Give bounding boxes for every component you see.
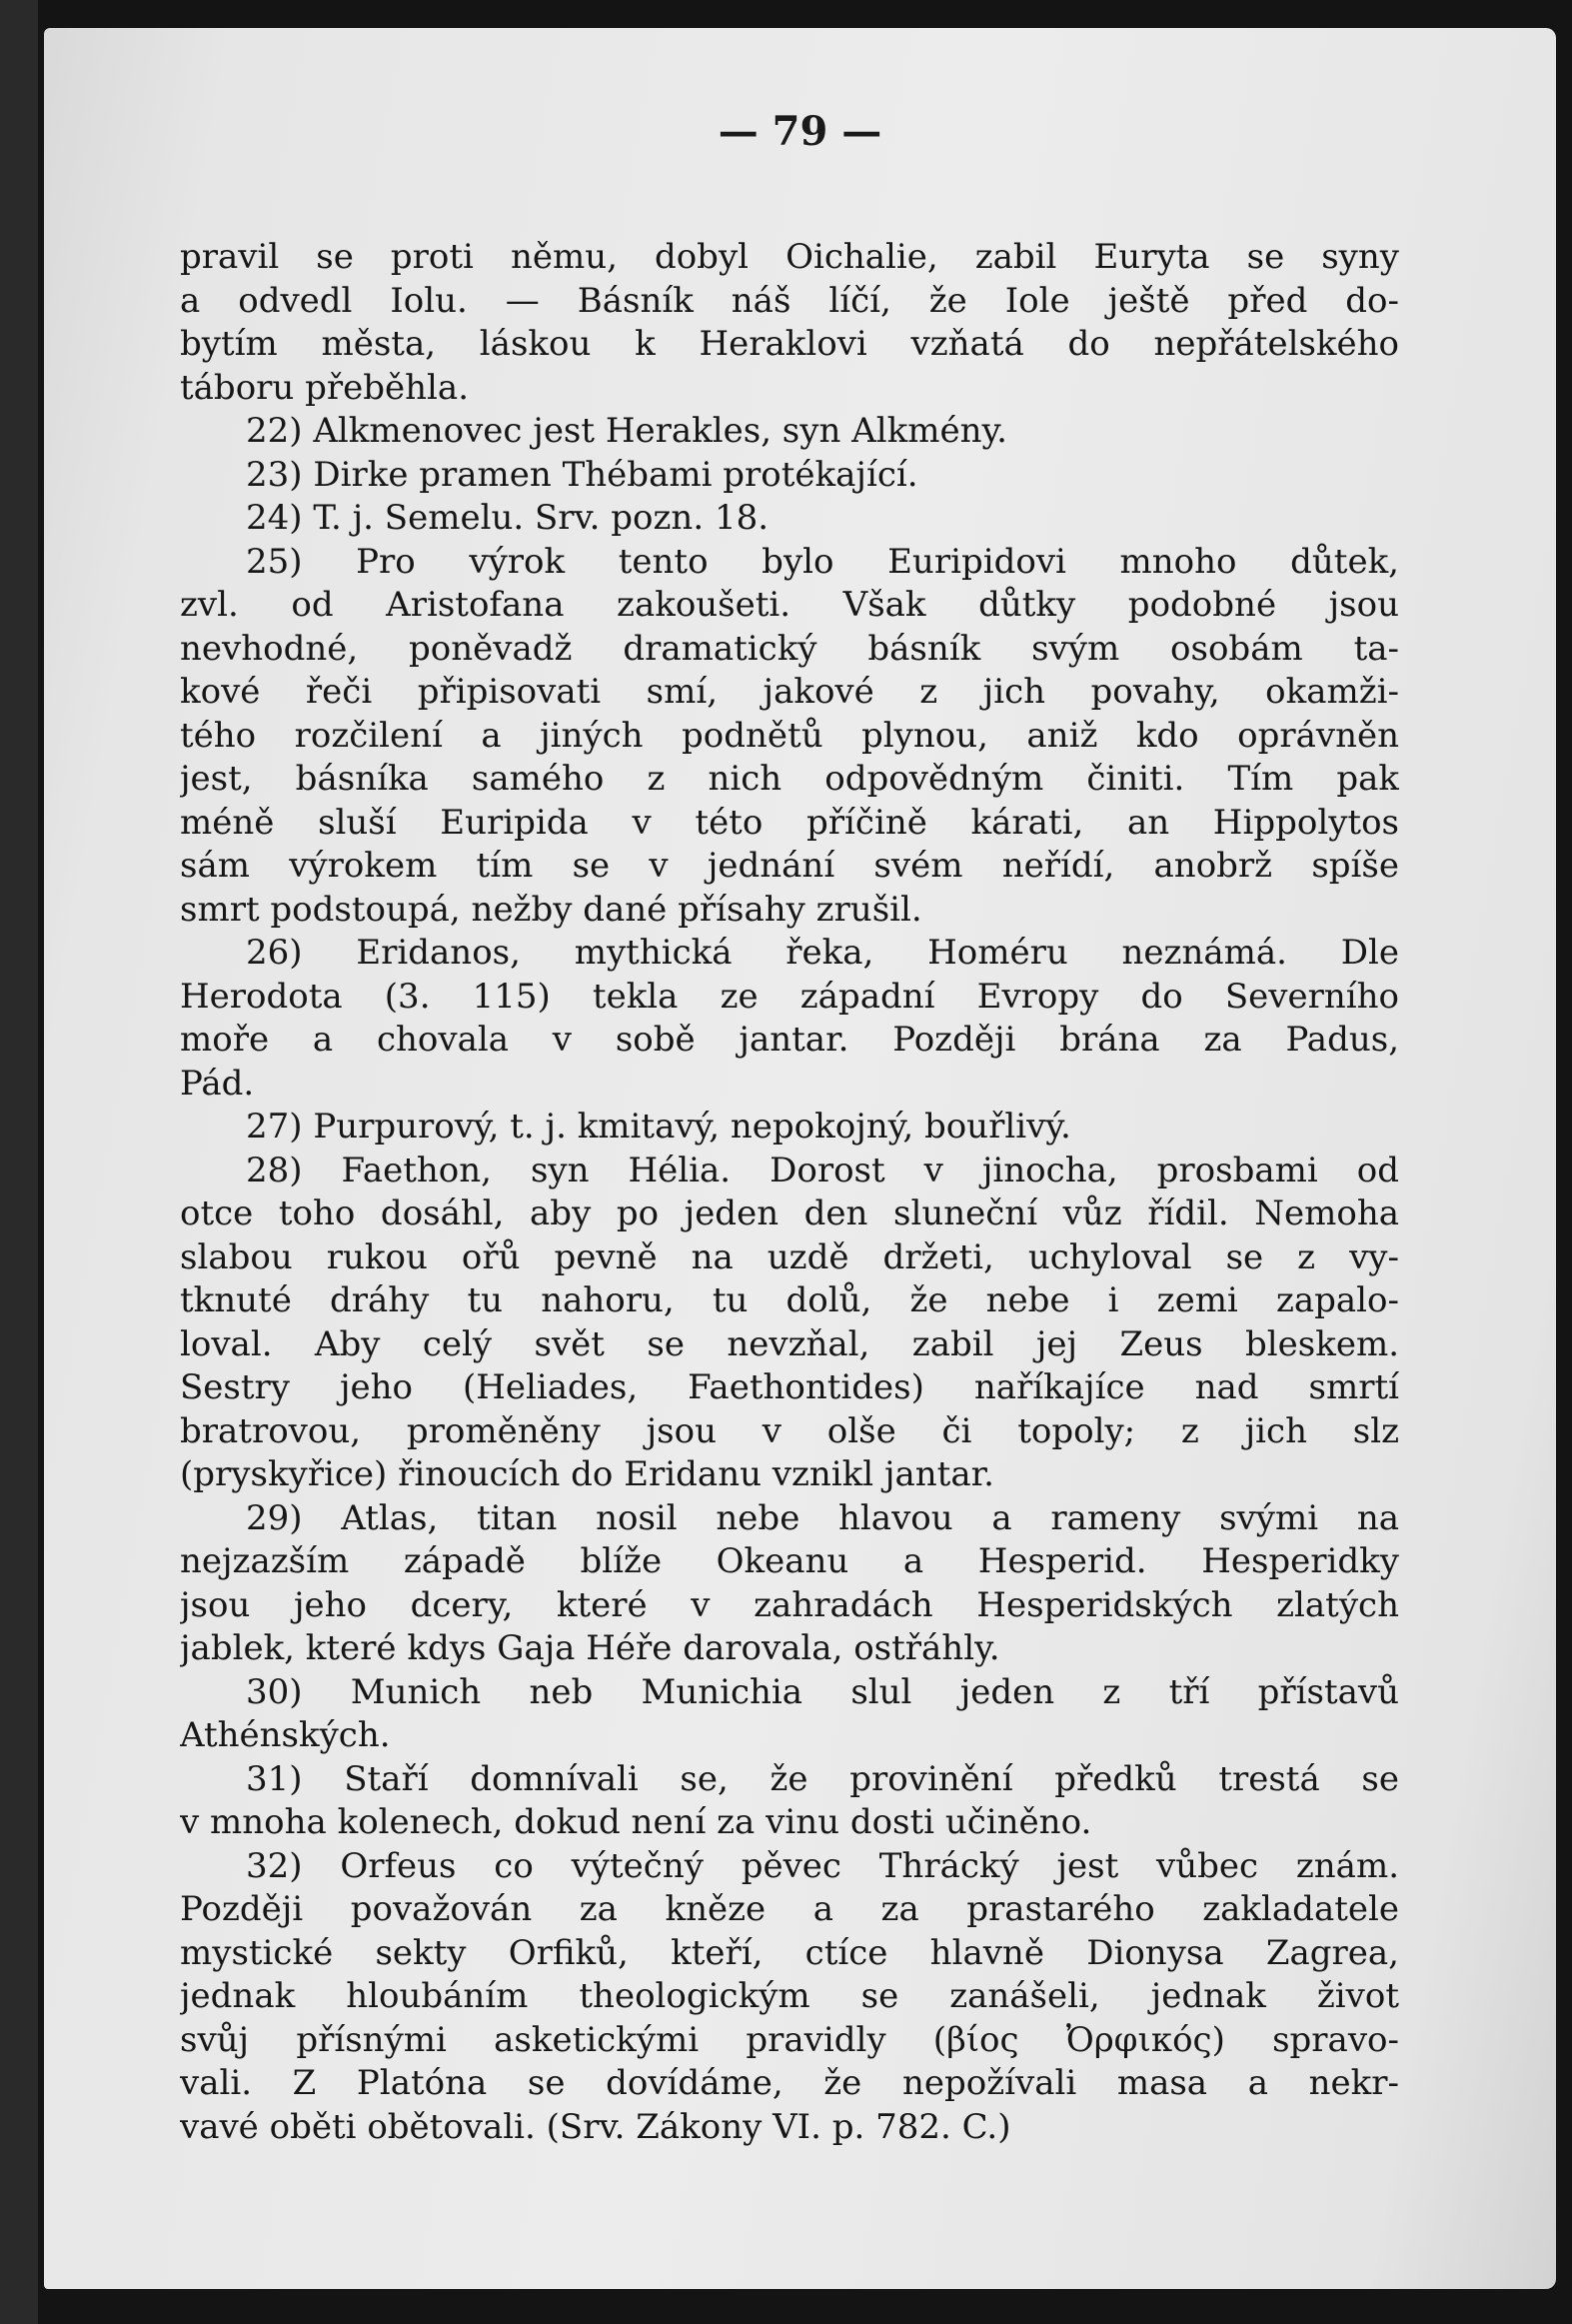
text-line: Sestry jeho (Heliades, Faethontides) naříkajíce nad smrtí: [180, 1367, 1399, 1407]
text-line: smrt podstoupá, nežby dané přísahy zrušil.: [180, 889, 922, 930]
text-line: 25) Pro výrok tento bylo Euripidovi mnoho důtek,: [246, 541, 1399, 582]
text-line: 22) Alkmenovec jest Herakles, syn Alkmény.: [246, 411, 1007, 451]
text-line: 26) Eridanos, mythická řeka, Homéru neznámá. Dle: [246, 933, 1399, 973]
text-line: bratrovou, proměněny jsou v olše či topoly; z jich slz: [180, 1410, 1399, 1451]
text-line: slabou rukou ořů pevně na uzdě držeti, uchyloval se z vy-: [180, 1236, 1399, 1277]
page-number: — 79 —: [718, 108, 882, 155]
text-line: svůj přísnými asketickými pravidly (βίος Ὀρφικός) spravo-: [180, 2019, 1399, 2060]
text-line: nejzazším západě blíže Okeanu a Hesperid. Hesperidky: [180, 1541, 1399, 1581]
text-line: jednak hloubáním theologickým se zanášeli, jednak život: [180, 1976, 1399, 2016]
text-line: Herodota (3. 115) tekla ze západní Evropy do Severního: [180, 976, 1399, 1017]
text-line: otce toho dosáhl, aby po jeden den sluneční vůz řídil. Nemoha: [180, 1193, 1399, 1233]
text-line: vali. Z Platóna se dovídáme, že nepožívali masa a nekr-: [180, 2063, 1399, 2103]
text-line: pravil se proti němu, dobyl Oichalie, zabil Euryta se syny: [180, 237, 1399, 277]
text-line: v mnoha kolenech, dokud není za vinu dosti učiněno.: [180, 1802, 1092, 1842]
text-line: Pád.: [180, 1063, 255, 1104]
text-line: jsou jeho dcery, které v zahradách Hesperidských zlatých: [180, 1584, 1399, 1625]
text-line: 27) Purpurový, t. j. kmitavý, nepokojný, bouřlivý.: [246, 1107, 1071, 1147]
footnotes-text: [180, 236, 1399, 2149]
text-line: 28) Faethon, syn Hélia. Dorost v jinocha, prosbami od: [246, 1150, 1399, 1190]
text-line: jest, básníka samého z nich odpovědným činiti. Tím pak: [180, 759, 1399, 799]
text-line: bytím města, láskou k Heraklovi vzňatá do nepřátelského: [180, 324, 1399, 364]
text-line: mystické sekty Orfiků, kteří, ctíce hlavně Dionysa Zagrea,: [180, 1932, 1399, 1973]
text-line: méně sluší Euripida v této příčině kárati, an Hippolytos: [180, 802, 1399, 843]
text-line: kové řeči připisovati smí, jakové z jich povahy, okamži-: [180, 672, 1399, 712]
text-line: moře a chovala v sobě jantar. Později brána za Padus,: [180, 1020, 1399, 1060]
text-line: 23) Dirke pramen Thébami protékající.: [246, 454, 918, 495]
text-line: 29) Atlas, titan nosil nebe hlavou a rameny svými na: [246, 1497, 1399, 1538]
text-line: tknuté dráhy tu nahoru, tu dolů, že nebe i zemi zapalo-: [180, 1280, 1399, 1320]
text-line: (pryskyřice) řinoucích do Eridanu vznikl jantar.: [180, 1454, 994, 1494]
text-line: táboru přeběhla.: [180, 367, 469, 408]
text-line: a odvedl Iolu. — Básník náš líčí, že Iole ještě před do-: [180, 280, 1399, 321]
text-line: sám výrokem tím se v jednání svém neřídí, anobrž spíše: [180, 846, 1399, 886]
text-line: loval. Aby celý svět se nevzňal, zabil jej Zeus bleskem.: [180, 1323, 1399, 1364]
text-line: 24) T. j. Semelu. Srv. pozn. 18.: [246, 498, 770, 538]
book-edge: [0, 0, 38, 2324]
text-line: Později považován za kněze a za prastarého zakladatele: [180, 1889, 1399, 1929]
book-page: [44, 28, 1556, 2289]
text-line: nevhodné, poněvadž dramatický básník svým osobám ta-: [180, 628, 1399, 669]
text-line: vavé oběti obětovali. (Srv. Zákony VI. p. 782. C.): [180, 2106, 1011, 2147]
text-line: zvl. od Aristofana zakoušeti. Však důtky podobné jsou: [180, 585, 1399, 625]
text-line: tého rozčilení a jiných podnětů plynou, aniž kdo oprávněn: [180, 715, 1399, 756]
text-line: 32) Orfeus co výtečný pěvec Thrácký jest vůbec znám.: [246, 1845, 1399, 1886]
text-line: jablek, které kdys Gaja Héře darovala, ostřáhly.: [180, 1628, 1000, 1668]
text-line: Athénských.: [180, 1715, 391, 1755]
text-line: 31) Staří domnívali se, že provinění předků trestá se: [246, 1758, 1399, 1799]
text-line: 30) Munich neb Munichia slul jeden z tří přístavů: [246, 1671, 1399, 1712]
